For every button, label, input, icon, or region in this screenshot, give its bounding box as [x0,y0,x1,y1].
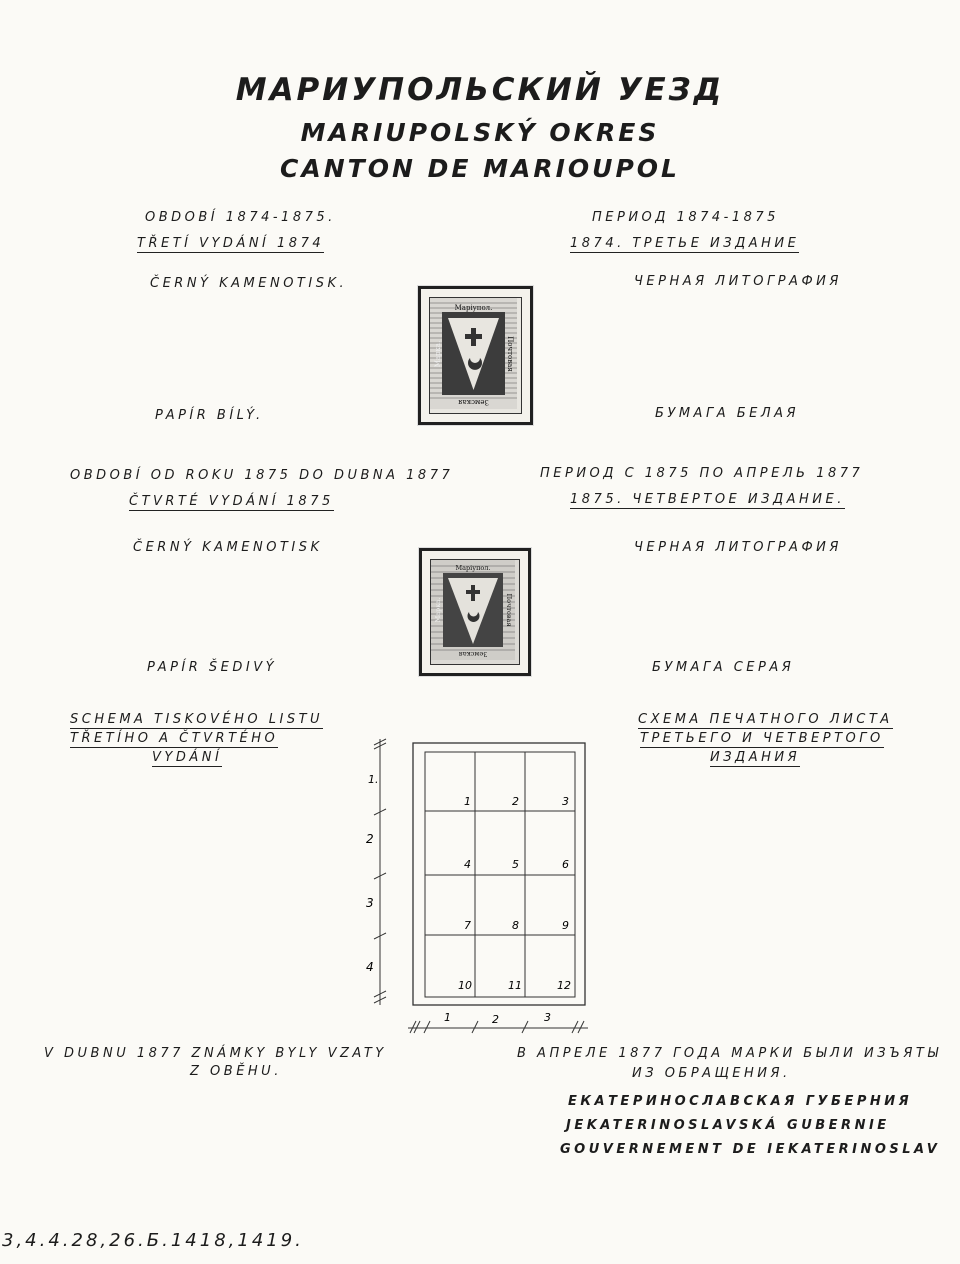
stamp-bottom-text: Земская [458,398,489,406]
cell-5: 5 [512,858,519,871]
issue2-right-issue: 1875. ЧЕТВЕРТОЕ ИЗДАНИЕ. [570,492,845,507]
withdrawal-left-line2: Z OBĚHU. [190,1064,282,1079]
printing-sheet-diagram [360,735,600,1040]
col-label-1: 1 [444,1011,451,1024]
scheme-left-line2: TŘETÍHO A ČTVRTÉHO [70,731,279,746]
title-russian: МАРИУПОЛЬСКИЙ УЕЗД [235,72,725,108]
cell-7: 7 [464,919,471,932]
issue2-left-paper: PAPÍR ŠEDIVÝ [147,660,278,675]
withdrawal-right-line1: В АПРЕЛЕ 1877 ГОДА МАРКИ БЫЛИ ИЗЪЯТЫ [517,1046,942,1061]
issue1-right-paper: БУМАГА БЕЛАЯ [655,406,800,421]
stamp-right-text: Почтовая [506,336,514,372]
issue2-left-issue: ČTVRTÉ VYDÁNÍ 1875 [129,494,334,509]
col-label-3: 3 [544,1011,551,1024]
governorate-french: GOUVERNEMENT DE IEKATERINOSLAV [560,1142,941,1157]
cell-6: 6 [562,858,569,871]
scheme-right-line1: СХЕМА ПЕЧАТНОГО ЛИСТА [638,712,893,727]
stamp-image-1874 [418,286,533,425]
row-label-4: 4 [366,960,374,974]
issue1-right-print: ЧЕРНАЯ ЛИТОГРАФИЯ [634,274,842,289]
row-label-2: 2 [366,832,374,846]
scheme-left-line3: VYDÁNÍ [152,750,223,765]
issue2-right-paper: БУМАГА СЕРАЯ [652,660,795,675]
stamp2-right-text: Почтовая [505,593,513,627]
title-czech: MARIUPOLSKÝ OKRES [300,118,660,147]
cell-12: 12 [557,979,571,992]
title-french: CANTON DE MARIOUPOL [280,154,680,183]
issue1-right-issue: 1874. ТРЕТЬЕ ИЗДАНИЕ [570,236,800,251]
cell-1: 1 [464,795,471,808]
issue1-left-paper: PAPÍR BÍLÝ. [155,408,264,423]
cell-10: 10 [458,979,472,992]
stamp2-top-text: Маріупол. [455,564,491,572]
scheme-left-line1: SCHEMA TISKOVÉHO LISTU [70,712,324,727]
stamp-left-text: Марка. [434,340,442,368]
governorate-czech: JEKATERINOSLAVSKÁ GUBERNIE [566,1118,890,1133]
withdrawal-left-line1: V DUBNU 1877 ZNÁMKY BYLY VZATY [44,1046,387,1061]
withdrawal-right-line2: ИЗ ОБРАЩЕНИЯ. [632,1066,791,1081]
stamp-top-text: Маріупол. [454,304,493,312]
issue2-left-print: ČERNÝ KAMENOTISK [133,540,323,555]
row-label-3: 3 [366,896,374,910]
issue2-left-period: OBDOBÍ OD ROKU 1875 DO DUBNA 1877 [70,468,454,483]
scheme-right-line2: ТРЕТЬЕГО И ЧЕТВЕРТОГО [640,731,884,746]
cell-4: 4 [464,858,471,871]
cell-11: 11 [508,979,522,992]
col-label-2: 2 [492,1013,499,1026]
governorate-russian: ЕКАТЕРИНОСЛАВСКАЯ ГУБЕРНИЯ [568,1094,913,1109]
issue2-right-period: ПЕРИОД С 1875 ПО АПРЕЛЬ 1877 [540,466,864,481]
issue1-right-period: ПЕРИОД 1874-1875 [592,210,779,225]
cell-2: 2 [512,795,519,808]
archive-reference: 3,4.4.28,26.Б.1418,1419. [2,1230,304,1251]
row-label-1: 1. [368,773,379,786]
issue1-left-period: OBDOBÍ 1874-1875. [145,210,336,225]
stamp2-bottom-text: Земская [458,650,488,658]
issue1-left-print: ČERNÝ KAMENOTISK. [150,276,348,291]
cell-9: 9 [562,919,569,932]
issue1-left-issue: TŘETÍ VYDÁNÍ 1874 [137,236,325,251]
cell-8: 8 [512,919,519,932]
stamp2-left-text: Марка. [434,597,442,623]
cell-3: 3 [562,795,569,808]
stamp-image-1875 [419,548,531,676]
issue2-right-print: ЧЕРНАЯ ЛИТОГРАФИЯ [634,540,842,555]
scheme-right-line3: ИЗДАНИЯ [710,750,801,765]
